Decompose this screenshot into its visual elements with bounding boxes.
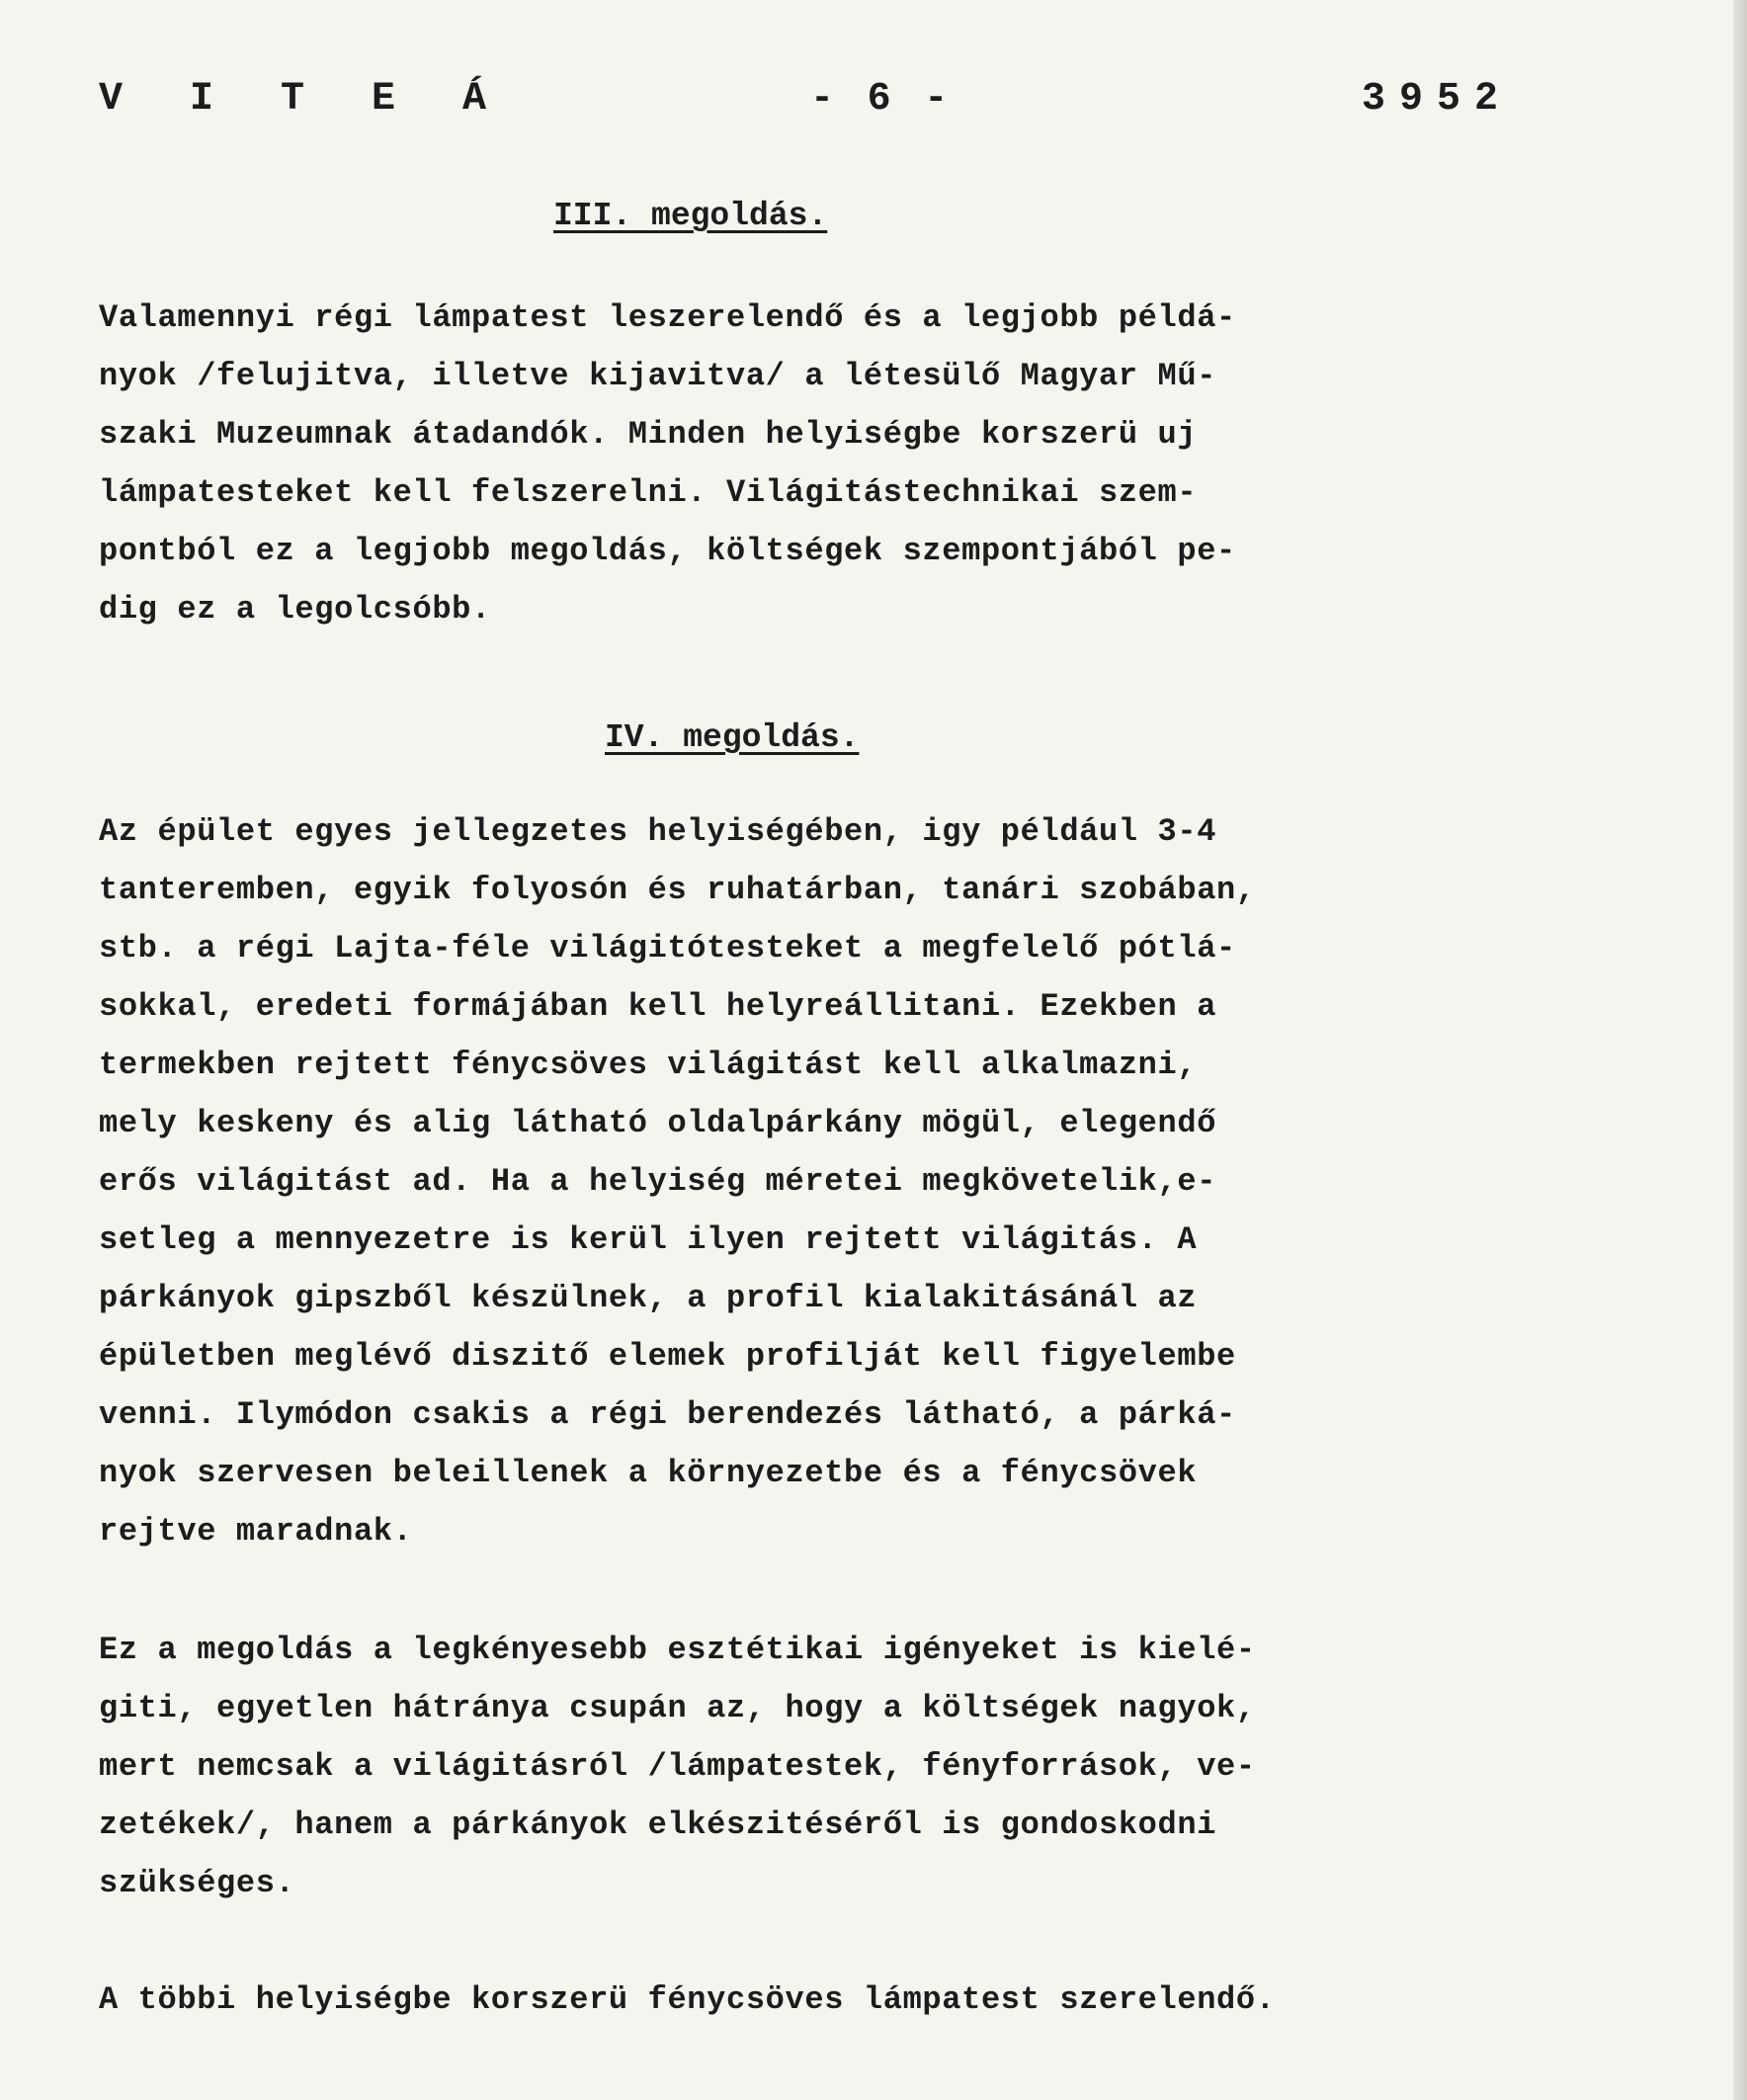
text-line: szaki Muzeumnak átadandók. Minden helyiségbe korszerü uj	[99, 416, 1198, 453]
text-line: sokkal, eredeti formájában kell helyreállitani. Ezekben a	[99, 988, 1217, 1025]
text-line: párkányok gipszből készülnek, a profil kialakitásánál az	[99, 1280, 1198, 1316]
text-line: rejtve maradnak.	[99, 1513, 413, 1550]
text-line: stb. a régi Lajta-féle világitótesteket a megfelelő pótlá-	[99, 930, 1236, 966]
text-line: zetékek/, hanem a párkányok elkészitéséről is gondoskodni	[99, 1806, 1217, 1843]
paragraph-iii-1	[99, 289, 1522, 638]
text-line: Valamennyi régi lámpatest leszerelendő és a legjobb példá-	[99, 299, 1236, 336]
section-heading-iii: III. megoldás.	[553, 198, 828, 234]
page-header	[99, 77, 1512, 136]
paragraph-iv-1	[99, 802, 1522, 1560]
text-line: Az épület egyes jellegzetes helyiségében, igy például 3-4	[99, 813, 1217, 850]
text-line: mert nemcsak a világitásról /lámpatestek, fényforrások, ve-	[99, 1748, 1256, 1785]
text-line: tanteremben, egyik folyosón és ruhatárban, tanári szobában,	[99, 872, 1256, 908]
text-line: dig ez a legolcsóbb.	[99, 591, 491, 628]
paragraph-iv-2	[99, 1621, 1522, 1912]
document-number: 3952	[1361, 77, 1512, 122]
text-line: lámpatesteket kell felszerelni. Világitástechnikai szem-	[99, 474, 1198, 511]
text-line: mely keskeny és alig látható oldalpárkány mögül, elegendő	[99, 1105, 1217, 1141]
text-line: giti, egyetlen hátránya csupán az, hogy a költségek nagyok,	[99, 1690, 1256, 1726]
text-line: pontból ez a legjobb megoldás, költségek szempontjából pe-	[99, 533, 1236, 569]
text-line: nyok /felujitva, illetve kijavitva/ a létesülő Magyar Mű-	[99, 358, 1217, 394]
section-heading-iv: IV. megoldás.	[605, 719, 860, 756]
page-edge-shadow	[1733, 0, 1747, 2100]
text-line: venni. Ilymódon csakis a régi berendezés látható, a párká-	[99, 1396, 1236, 1433]
text-line: szükséges.	[99, 1865, 295, 1901]
text-line: A többi helyiségbe korszerü fénycsöves lámpatest szerelendő.	[99, 1981, 1276, 2018]
text-line: erős világitást ad. Ha a helyiség méretei megkövetelik,e-	[99, 1163, 1217, 1200]
paragraph-iv-3	[99, 1971, 1522, 2029]
header-left-code: V I T E Á	[99, 77, 509, 122]
text-line: termekben rejtett fénycsöves világitást kell alkalmazni,	[99, 1047, 1198, 1083]
text-line: nyok szervesen beleillenek a környezetbe és a fénycsövek	[99, 1455, 1198, 1491]
page-number: - 6 -	[810, 77, 954, 122]
text-line: setleg a mennyezetre is kerül ilyen rejtett világitás. A	[99, 1221, 1198, 1258]
text-line: Ez a megoldás a legkényesebb esztétikai igényeket is kielé-	[99, 1632, 1256, 1668]
text-line: épületben meglévő diszitő elemek profilját kell figyelembe	[99, 1338, 1236, 1375]
